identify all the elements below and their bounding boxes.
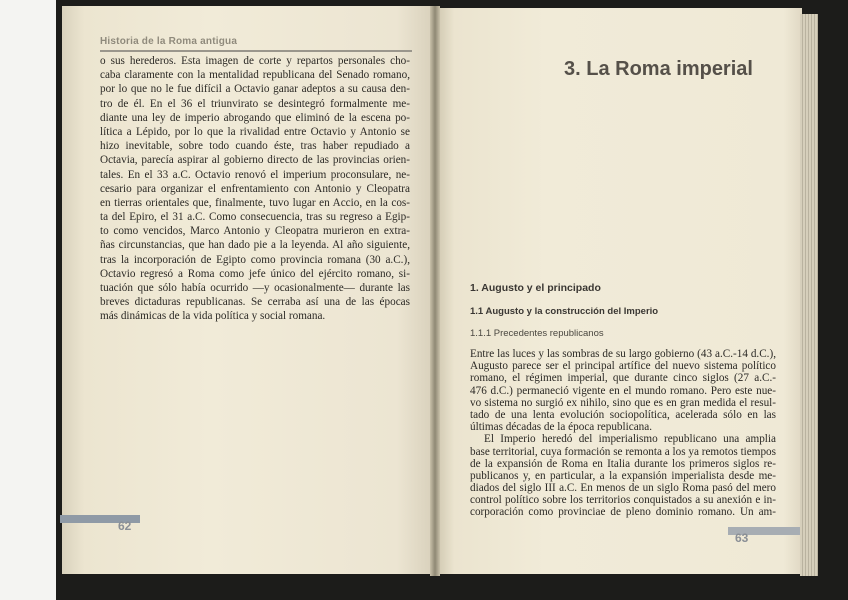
text-line: to como vencidos, Marco Antonio y Cleopatra murieron en extra- xyxy=(100,225,410,238)
left-page-body xyxy=(100,54,410,324)
text-line: tras la incorporación de Egipto como provincia romana (30 a.C.), xyxy=(100,253,410,266)
text-line: ta del Epiro, el 31 a.C. Como consecuencia, tras su regreso a Egip- xyxy=(100,211,410,224)
text-line: de la expansión de Roma en Italia durante los primeros siglos re- xyxy=(470,457,776,470)
text-line: diados del siglo III a.C. En menos de un siglo Roma pasó del mero xyxy=(470,482,776,495)
text-line: últimas décadas de la época republicana. xyxy=(470,421,653,434)
text-line: por lo que no le fue difícil a Octavio ganar adeptos a su causa den- xyxy=(100,83,410,96)
chapter-title: 3. La Roma imperial xyxy=(564,58,753,80)
text-line: o sus herederos. Esta imagen de corte y repartos personales cho- xyxy=(100,55,410,67)
subsection-heading: 1.1 Augusto y la construcción del Imperio xyxy=(470,306,659,317)
text-line: corporación como provinciae de pleno dominio romano. Un am- xyxy=(470,506,776,519)
text-line: tro de él. En el 36 el triunvirato se desintegró formalmente me- xyxy=(100,97,410,110)
text-line: vo sistema no surgió ex nihilo, sino que es en gran medida el resul- xyxy=(470,396,776,409)
text-line: más dinámicas de la vida política y social romana. xyxy=(100,310,326,323)
page-number-left: 62 xyxy=(118,519,132,533)
text-line: 476 d.C.) permaneció vigente en el mundo romano. Pero este nue- xyxy=(470,384,776,397)
text-line: breves dictaduras republicanas. Se cerraba así una de las épocas xyxy=(100,296,410,309)
running-head: Historia de la Roma antigua xyxy=(100,36,238,47)
text-line: Entre las luces y las sombras de su largo gobierno (43 a.C.-14 d.C.), xyxy=(470,348,776,360)
text-line: en tierras orientales que, finalmente, tuvo lugar en Accio, en la cos- xyxy=(100,196,410,209)
right-page-body xyxy=(470,348,776,519)
page-number-right: 63 xyxy=(735,531,749,545)
text-line: lítica a Lépido, por lo que la rivalidad entre Octavio y Antonio se xyxy=(100,125,410,138)
text-line: ñas circunstancias, que han dado pie a la leyenda. Al año siguiente, xyxy=(100,239,410,252)
subsubsection-heading: 1.1.1 Precedentes republicanos xyxy=(470,328,604,339)
text-line: cesario para organizar el enfrentamiento con Antonio y Cleopatra xyxy=(100,182,410,195)
page-edges xyxy=(800,14,818,576)
text-line: publicanos y, en particular, a la expansión imperialista desde me- xyxy=(470,469,776,482)
text-line: Octavio regresó a Roma como jefe único del ejército romano, si- xyxy=(100,267,410,280)
text-line: caba claramente con la mentalidad republicana del Senado romano, xyxy=(100,69,410,82)
text-line: tuación que sólo había ocurrido —y ocasionalmente— durante las xyxy=(100,282,410,294)
text-line: tales. En el 33 a.C. Octavio renovó el imperium proconsulare, ne- xyxy=(100,168,410,181)
book-gutter xyxy=(430,6,440,576)
text-line: tado de una lenta evolución sociopolítica, acelerada sólo en las xyxy=(470,408,776,421)
text-line: diante una ley de imperio abrogando que eliminó de la escena po- xyxy=(100,111,410,124)
text-line: El Imperio heredó del imperialismo republicano una amplia xyxy=(484,433,776,446)
text-line: control político sobre los territorios conquistados a su anexión e in- xyxy=(470,494,776,507)
text-line: romano, el régimen imperial, que durante cinco siglos (27 a.C.- xyxy=(470,372,776,385)
text-line: Augusto parece ser el principal artífice del nuevo sistema político xyxy=(470,360,776,373)
text-line: base territorial, cuya formación se remonta a los ya remotos tiempos xyxy=(470,445,776,458)
text-line: Octavia, parecía aspirar al gobierno directo de las provincias orien- xyxy=(100,154,410,167)
text-line: hizo inevitable, sobre todo cuando éste, tras haber repudiado a xyxy=(100,140,410,153)
header-rule xyxy=(100,50,412,52)
section-heading: 1. Augusto y el principado xyxy=(470,282,601,294)
scan-margin xyxy=(0,0,56,600)
